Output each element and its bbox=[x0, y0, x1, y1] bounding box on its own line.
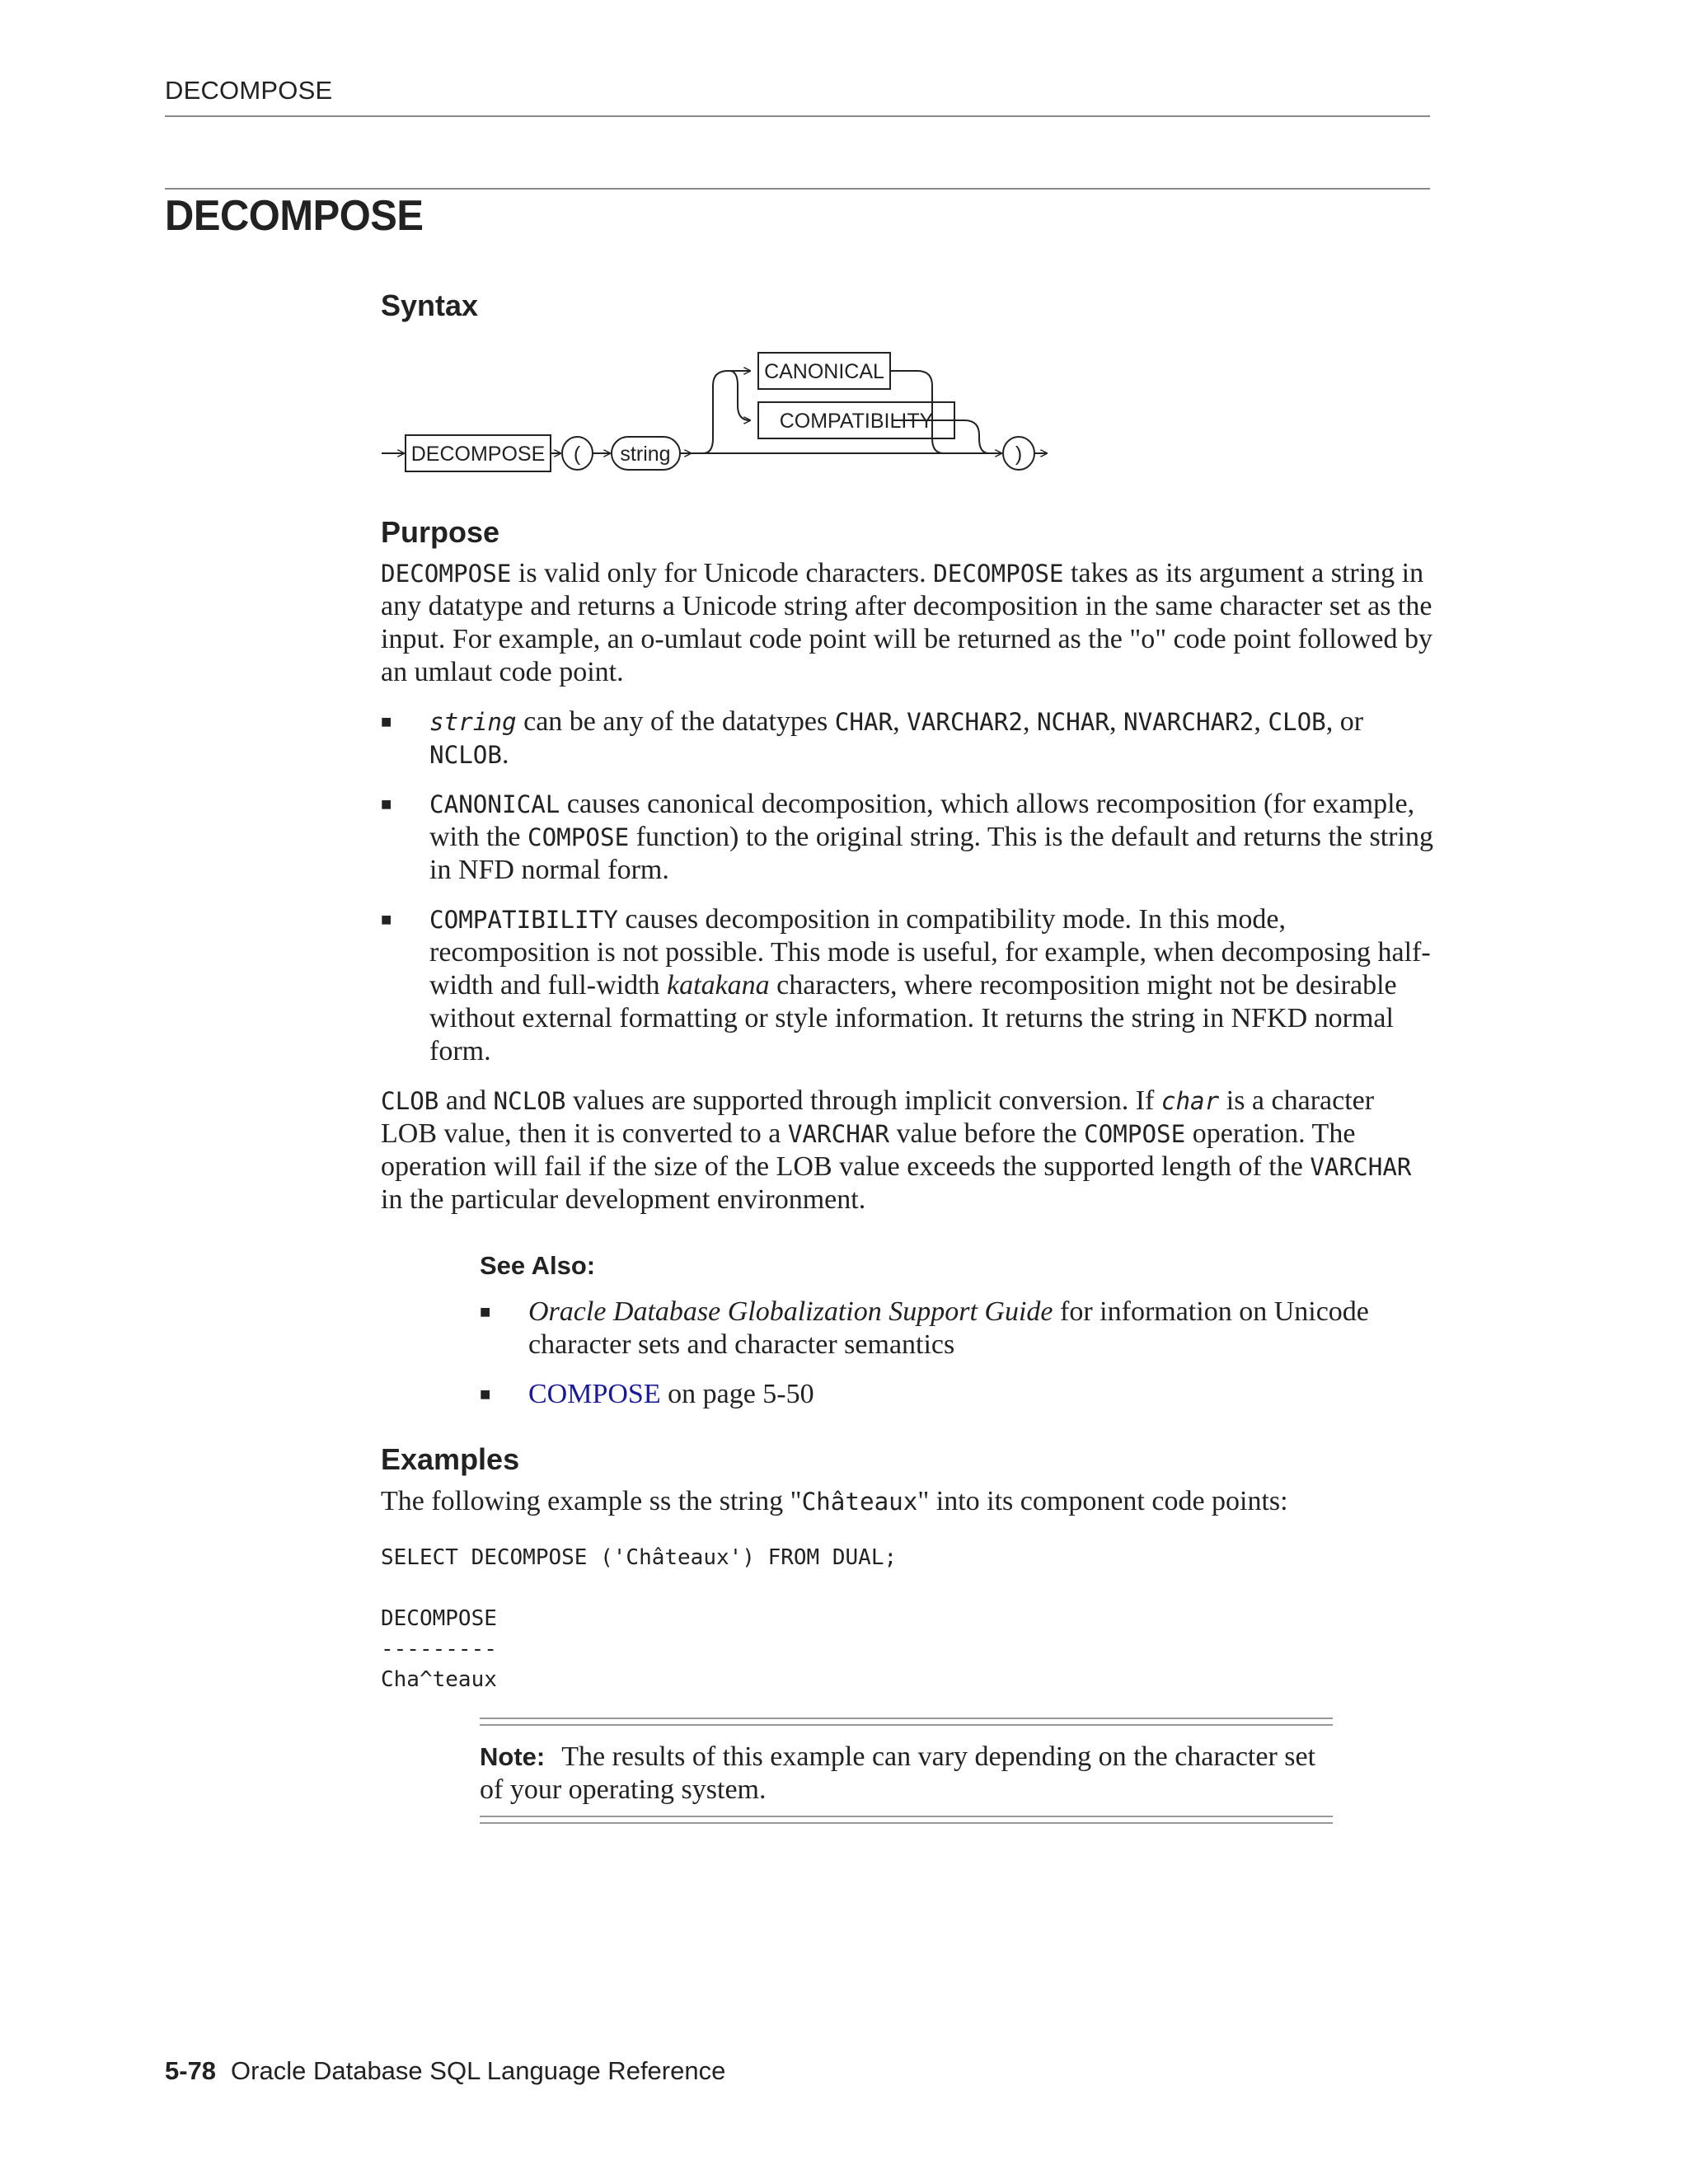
purpose-bullet-canonical: ■ CANONICAL causes canonical decomposition, which allows recomposition (for example, with the COMPOSE function) to the original string. This is the default and returns the string in NFD normal form. bbox=[381, 789, 1433, 885]
bullet-square-icon: ■ bbox=[381, 794, 392, 814]
header-rule bbox=[165, 115, 1430, 117]
diagram-argument: string bbox=[620, 443, 671, 466]
diagram-close-paren: ) bbox=[1015, 443, 1023, 466]
diagram-option-canonical: CANONICAL bbox=[764, 360, 884, 383]
see-also-item-guide: ■ Oracle Database Globalization Support Guide for information on Unicode character sets and character semantics bbox=[480, 1296, 1369, 1360]
examples-intro: The following example ss the string "Châteaux" into its component code points: bbox=[381, 1486, 1288, 1516]
title-rule bbox=[165, 188, 1430, 190]
syntax-heading: Syntax bbox=[381, 288, 479, 322]
examples-heading: Examples bbox=[381, 1442, 520, 1476]
diagram-open-paren: ( bbox=[573, 443, 581, 466]
page-title: DECOMPOSE bbox=[165, 192, 424, 240]
purpose-intro: DECOMPOSE is valid only for Unicode characters. DECOMPOSE takes as its argument a string in any datatype and returns a Unicode string after decomposition in the same character set as the input. For example, an o-umlaut code point will be returned as the "o" code point followed by an umlaut code point. bbox=[381, 558, 1433, 687]
purpose-heading: Purpose bbox=[381, 515, 500, 549]
purpose-bullet-compatibility: ■ COMPATIBILITY causes decomposition in compatibility mode. In this mode, recomposition is not possible. This mode is useful, for example, when decomposing half-width and full-width katakana characters, where recomposition might not be desirable without external formatting or style information. It returns the string in NFKD normal form. bbox=[381, 904, 1431, 1066]
note-box bbox=[480, 1741, 1333, 1807]
compose-link[interactable]: COMPOSE bbox=[528, 1379, 661, 1409]
bullet-square-icon: ■ bbox=[480, 1384, 491, 1404]
bullet-square-icon: ■ bbox=[381, 711, 392, 732]
running-header: DECOMPOSE bbox=[165, 76, 333, 105]
diagram-keyword: DECOMPOSE bbox=[410, 443, 546, 466]
syntax-diagram bbox=[375, 346, 1067, 486]
note-label: Note: bbox=[480, 1742, 546, 1771]
bullet-square-icon: ■ bbox=[381, 909, 392, 930]
see-also-heading: See Also: bbox=[480, 1251, 596, 1280]
bullet-square-icon: ■ bbox=[480, 1301, 491, 1322]
see-also-item-compose: ■ COMPOSE on page 5-50 bbox=[480, 1379, 814, 1409]
note-bottom-rule bbox=[480, 1816, 1333, 1824]
footer-book-title: Oracle Database SQL Language Reference bbox=[231, 2056, 726, 2085]
purpose-bullet-string: ■ string can be any of the datatypes CHAR, VARCHAR2, NCHAR, NVARCHAR2, CLOB, or NCLOB. bbox=[381, 706, 1364, 770]
diagram-option-compatibility: COMPATIBILITY bbox=[779, 410, 934, 433]
lob-paragraph: CLOB and NCLOB values are supported through implicit conversion. If char is a character LOB value, then it is converted to a VARCHAR value before the COMPOSE operation. The operation will fail if the size of the LOB value exceeds the supported length of the VARCHAR in the particular development environment. bbox=[381, 1085, 1412, 1215]
page-footer bbox=[165, 2056, 725, 2086]
note-top-rule bbox=[480, 1718, 1333, 1726]
code-example: SELECT DECOMPOSE ('Châteaux') FROM DUAL; DECOMPOSE --------- Cha^teaux bbox=[381, 1545, 898, 1692]
note-text: The results of this example can vary depending on the character set of your operating system. bbox=[480, 1741, 1316, 1805]
footer-page-number: 5-78 bbox=[165, 2056, 217, 2085]
